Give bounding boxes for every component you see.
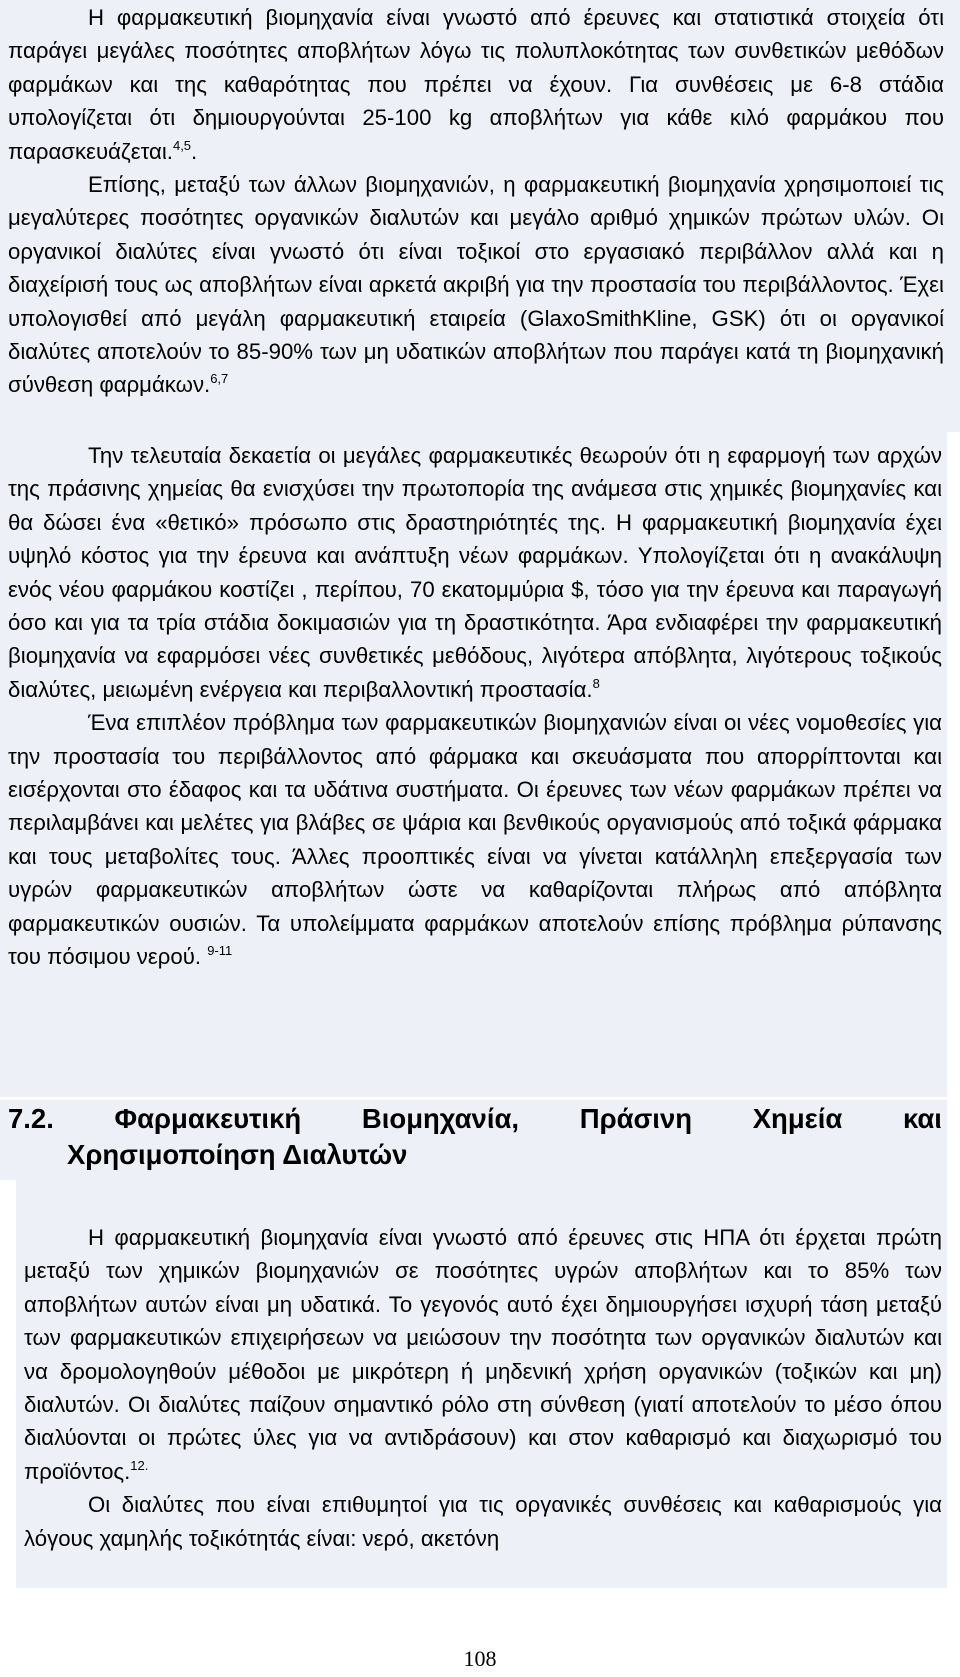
heading-word: Πράσινη xyxy=(579,1103,693,1134)
citation-ref: 6,7 xyxy=(210,371,229,387)
heading-word: Φαρμακευτική xyxy=(114,1103,302,1134)
paragraph: Ένα επιπλέον πρόβλημα των φαρμακευτικών βιομηχανιών είναι οι νέες νομοθεσίες για την προστασία του περιβάλλοντος από φάρμακα και σκευάσματα που απορρίπτονται και εισέρχονται στο έδαφος και τα υδάτινα συστήματα. Οι έρευνες των νέων φαρμάκων πρέπει να περιλαμβάνει και μελέτες για βλάβες σε ψάρια και βενθικούς οργανισμούς από τοξικά φάρμακα και τους μεταβολίτες τους. Άλλες προοπτικές είναι να γίνεται κατάλληλη επεξεργασία των υγρών φαρμακευτικών αποβλήτων ώστε να καθαρίζονται πλήρως από απόβλητα φαρμακευτικών ουσιών. Τα υπολείμματα φαρμάκων αποτελούν επίσης πρόβλημα ρύπανσης του πόσιμου νερού. $^{9-11}$ xyxy=(8,710,942,970)
section-middle-text xyxy=(8,439,942,974)
heading-word: Χημεία xyxy=(752,1103,843,1134)
section-bottom-text xyxy=(24,1221,942,1555)
paragraph: Η φαρμακευτική βιομηχανία είναι γνωστό από έρευνες και στατιστικά στοιχεία ότι παράγει μεγάλες ποσότητες αποβλήτων λόγω τις πολυπλοκότητας των συνθετικών μεθόδων φαρμάκων και της καθαρότητας που πρέπει να έχουν. Για συνθέσεις με 6-8 στάδια υπολογίζεται ότι δημιουργούνται 25-100 kg αποβλήτων για κάθε κιλό φαρμάκου που παρασκευάζεται.$^{4,5}$. xyxy=(8,5,944,164)
section-heading xyxy=(8,1101,942,1173)
citation-ref: 8 xyxy=(592,675,600,691)
citation-ref: 9-11 xyxy=(207,943,233,959)
page-number: 108 xyxy=(463,1646,497,1671)
heading-word: Βιομηχανία, xyxy=(361,1103,520,1134)
paragraph: Η φαρμακευτική βιομηχανία είναι γνωστό από έρευνες στις ΗΠΑ ότι έρχεται πρώτη μεταξύ των χημικών βιομηχανιών σε ποσότητες υγρών αποβλήτων και το 85% των αποβλήτων αυτών είναι μη υδατικά. Το γεγονός αυτό έχει δημιουργήσει ισχυρή τάση μεταξύ των φαρμακευτικών επιχειρήσεων να μειώσουν την ποσότητα των οργανικών διαλυτών και να δρομολογηθούν μέθοδοι με μικρότερη ή μηδενική χρήση οργανικών (τοξικών και μη) διαλυτών. Οι διαλύτες παίζουν σημαντικό ρόλο στη σύνθεση (γιατί αποτελούν το μέσο όπου διαλύονται οι πρώτες ύλες για να αντιδράσουν) και στον καθαρισμό και διαχωρισμό του προϊόντος.$^{12.}$ xyxy=(24,1225,942,1484)
heading-line-2: Χρησιμοποίηση Διαλυτών xyxy=(67,1139,408,1170)
paragraph: Την τελευταία δεκαετία οι μεγάλες φαρμακευτικές θεωρούν ότι η εφαρμογή των αρχών της πράσινης χημείας θα ενισχύσει την πρωτοπορία της ανάμεσα στις χημικές βιομηχανίες και θα δώσει ένα «θετικό» πρόσωπο στις δραστηριότητές της. Η φαρμακευτική βιομηχανία έχει υψηλό κόστος για την έρευνα και ανάπτυξη νέων φαρμάκων. Υπολογίζεται ότι η ανακάλυψη ενός νέου φαρμάκου κοστίζει , περίπου, 70 εκατομμύρια $, τόσο για την έρευνα και παραγωγή όσο και για τα τρία στάδια δοκιμασιών για τη δραστικότητα. Άρα ενδιαφέρει την φαρμακευτική βιομηχανία να εφαρμόσει νέες συνθετικές μεθόδους, λιγότερα απόβλητα, λιγότερους τοξικούς διαλύτες, μειωμένη ενέργεια και περιβαλλοντική προστασία.$^8$ xyxy=(8,443,942,702)
paragraph: Οι διαλύτες που είναι επιθυμητοί για τις οργανικές συνθέσεις και καθαρισμούς για λόγους χαμηλής τοξικότητάς είναι: νερό, ακετόνη xyxy=(24,1492,942,1551)
heading-number: 7.2. xyxy=(8,1103,54,1134)
section-top-text xyxy=(8,1,944,402)
citation-ref: 4,5 xyxy=(172,137,192,153)
citation-ref: 12. xyxy=(130,1457,149,1473)
paragraph: Επίσης, μεταξύ των άλλων βιομηχανιών, η φαρμακευτική βιομηχανία χρησιμοποιεί τις μεγαλύτερες ποσότητες οργανικών διαλυτών και μεγάλο αριθμό χημικών πρώτων υλών. Οι οργανικοί διαλύτες είναι γνωστό ότι είναι τοξικοί στο εργασιακό περιβάλλον αλλά και η διαχείρισή τους ως αποβλήτων είναι αρκετά ακριβή για την προστασία του περιβάλλοντος. Έχει υπολογισθεί από μεγάλη φαρμακευτική εταιρεία (GlaxoSmithKline, GSK) ότι οι οργανικοί διαλύτες αποτελούν το 85-90% των μη υδατικών αποβλήτων που παράγει κατά τη βιομηχανική σύνθεση φαρμάκων.$^{6,7}$ xyxy=(8,172,944,398)
heading-word: και xyxy=(902,1103,942,1134)
